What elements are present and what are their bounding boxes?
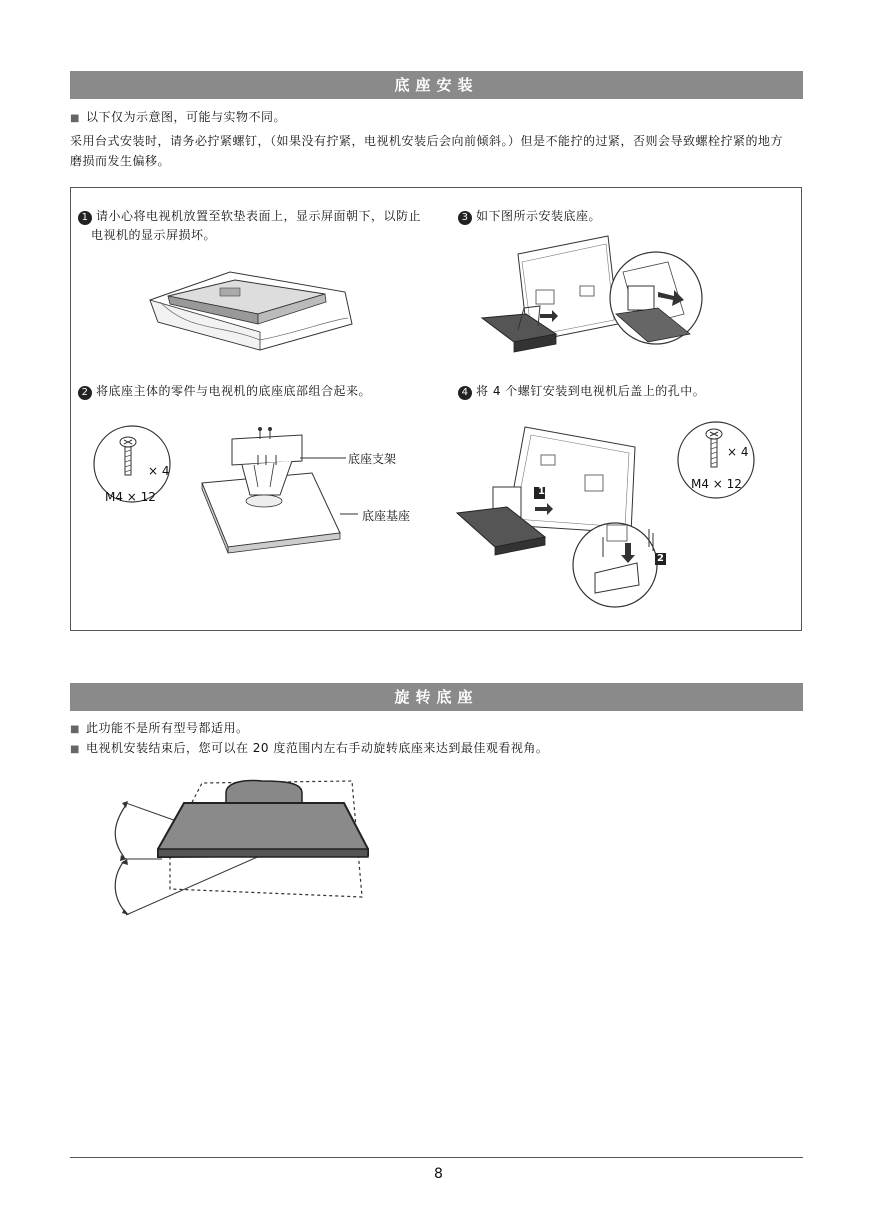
swivel-note-1: ■ 此功能不是所有型号都适用。 [70, 721, 249, 735]
intro-line-1: 采用台式安装时，请务必拧紧螺钉，（如果没有拧紧，电视机安装后会向前倾斜。）但是不能拧的过紧，否则会导致螺栓拧紧的地方 [70, 134, 784, 148]
marker-2: 2 [657, 553, 664, 564]
swivel-note-2: ■ 电视机安装结束后，您可以在 20 度范围内左右手动旋转底座来达到最佳观看视角。 [70, 741, 549, 755]
screw-install-illustration [455, 425, 665, 610]
bullet-icon: ■ [70, 724, 80, 735]
step-3: 3 如下图所示安装底座。 [458, 207, 601, 226]
stand-bracket-label: 底座支架 [348, 452, 397, 466]
screw-size-right: M4 × 12 [691, 477, 742, 491]
step-2: 2 将底座主体的零件与电视机的底座底部组合起来。 [78, 382, 371, 401]
step-number-2: 2 [78, 386, 92, 400]
step-4: 4 将 4 个螺钉安装到电视机后盖上的孔中。 [458, 382, 705, 401]
screw-quantity-left: × 4 [148, 464, 170, 478]
screw-quantity-right: × 4 [727, 445, 749, 459]
swivel-range-illustration [112, 775, 382, 920]
disclaimer-note: ■ 以下仅为示意图，可能与实物不同。 [70, 110, 286, 124]
step-number-1: 1 [78, 211, 92, 225]
page-number: 8 [434, 1166, 443, 1182]
bullet-icon: ■ [70, 113, 80, 124]
step-1: 1 请小心将电视机放置至软垫表面上，显示屏面朝下，以防止 电视机的显示屏损坏。 [78, 207, 421, 245]
step-number-4: 4 [458, 386, 472, 400]
stand-base-label: 底座基座 [362, 509, 411, 523]
marker-1: 1 [538, 486, 545, 497]
step-number-3: 3 [458, 211, 472, 225]
screw-callout-right [676, 420, 756, 510]
screw-size-left: M4 × 12 [105, 490, 156, 504]
tv-on-cushion-illustration [140, 262, 360, 354]
stand-attach-illustration [478, 234, 708, 354]
section-title-stand-installation: 底座安装 [70, 71, 803, 99]
footer-divider [70, 1157, 803, 1158]
bullet-icon: ■ [70, 744, 80, 755]
intro-line-2: 磨损而发生偏移。 [70, 154, 171, 168]
section-title-swivel-stand: 旋转底座 [70, 683, 803, 711]
